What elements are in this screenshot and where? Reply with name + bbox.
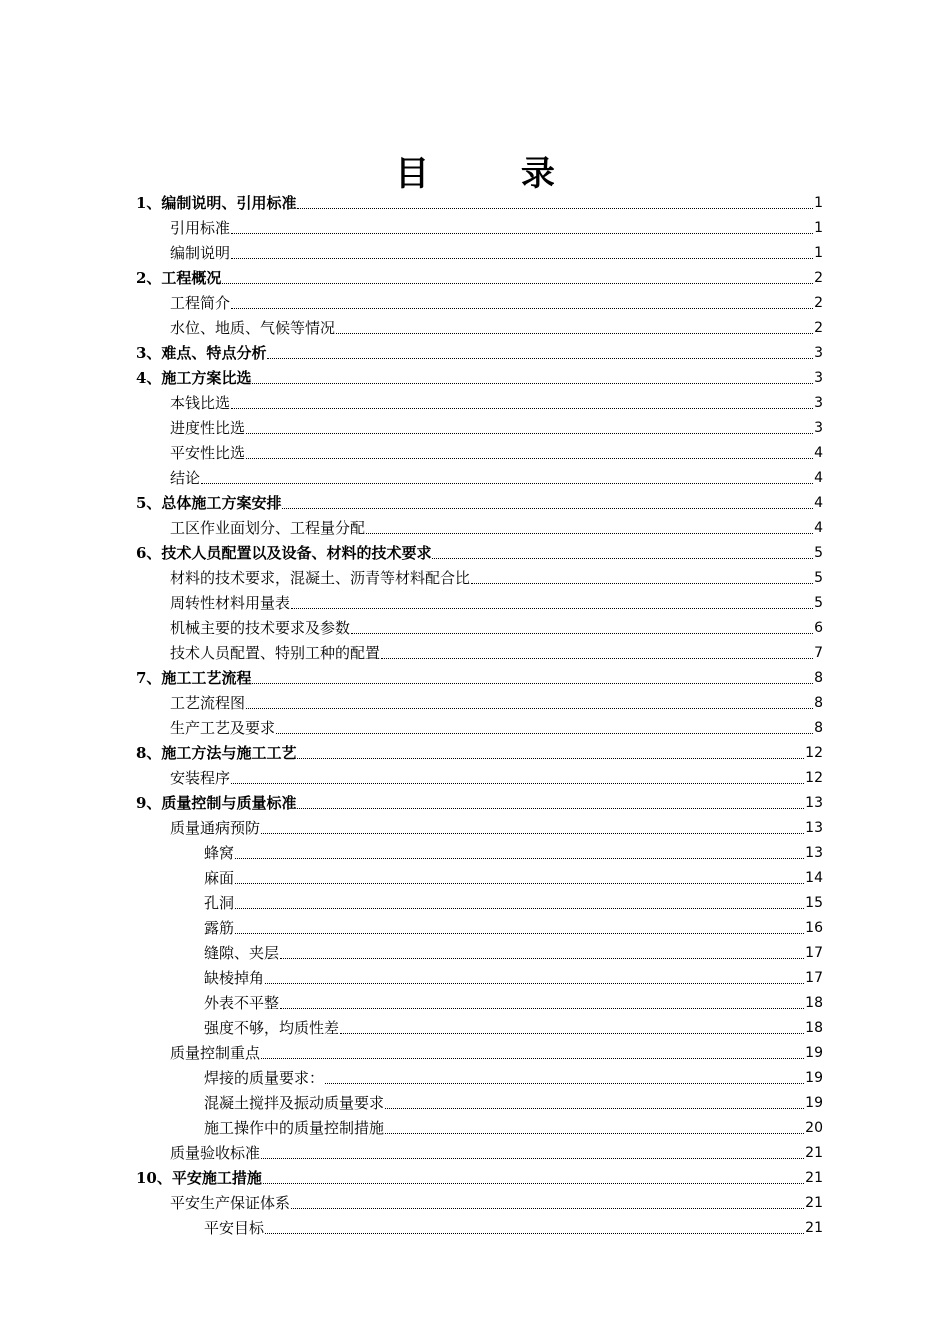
toc-entry-label: 露筋: [204, 919, 235, 937]
toc-entry-page-number: 5: [814, 570, 823, 586]
toc-entry-label: 9、质量控制与质量标准: [136, 794, 297, 812]
toc-entry-label: 引用标准: [170, 219, 231, 237]
dot-leader: [246, 433, 813, 434]
toc-entry-page-number: 19: [805, 1095, 823, 1111]
toc-entry-page-number: 2: [814, 295, 823, 311]
toc-entry-label: 平安生产保证体系: [170, 1194, 291, 1212]
toc-entry-label: 材料的技术要求，混凝土、沥青等材料配合比: [170, 569, 471, 587]
toc-entry-page-number: 3: [814, 345, 823, 361]
dot-leader: [325, 1083, 804, 1084]
toc-entry-label: 工程简介: [170, 294, 231, 312]
toc-entry-page-number: 3: [814, 420, 823, 436]
toc-entry-label: 8、施工方法与施工工艺: [136, 744, 297, 762]
dot-leader: [235, 908, 804, 909]
toc-entry-label: 生产工艺及要求: [170, 719, 276, 737]
toc-entry-page-number: 19: [805, 1045, 823, 1061]
toc-entry[interactable]: [170, 1138, 823, 1163]
toc-entry-page-number: 13: [805, 795, 823, 811]
toc-entry-page-number: 6: [814, 620, 823, 636]
dot-leader: [265, 983, 804, 984]
toc-entry-label: 水位、地质、气候等情况: [170, 319, 336, 337]
toc-entry-page-number: 15: [805, 895, 823, 911]
dot-leader: [297, 808, 804, 809]
toc-entry-label: 焊接的质量要求：: [204, 1069, 325, 1087]
dot-leader: [340, 1033, 804, 1034]
toc-entry[interactable]: [170, 638, 823, 663]
dot-leader: [261, 1158, 804, 1159]
toc-entry-page-number: 13: [805, 820, 823, 836]
toc-entry-label: 缺棱掉角: [204, 969, 265, 987]
dot-leader: [222, 283, 813, 284]
toc-entry-page-number: 7: [814, 645, 823, 661]
toc-entry[interactable]: [204, 988, 823, 1013]
toc-entry-page-number: 16: [805, 920, 823, 936]
dot-leader: [263, 1183, 804, 1184]
toc-entry-page-number: 3: [814, 370, 823, 386]
toc-entry-page-number: 17: [805, 945, 823, 961]
toc-entry-page-number: 20: [805, 1120, 823, 1136]
toc-entry[interactable]: [204, 938, 823, 963]
toc-entry[interactable]: [170, 813, 823, 838]
toc-entry-page-number: 2: [814, 270, 823, 286]
toc-entry[interactable]: [204, 913, 823, 938]
toc-entry-label: 结论: [170, 469, 201, 487]
toc-entry-page-number: 21: [805, 1170, 823, 1186]
toc-entry[interactable]: [170, 713, 823, 738]
toc-entry-label: 缝隙、夹层: [204, 944, 280, 962]
toc-entry-page-number: 1: [814, 220, 823, 236]
toc-entry-label: 进度性比选: [170, 419, 246, 437]
dot-leader: [235, 933, 804, 934]
dot-leader: [276, 733, 813, 734]
dot-leader: [291, 608, 813, 609]
dot-leader: [252, 683, 813, 684]
dot-leader: [231, 783, 804, 784]
dot-leader: [336, 333, 813, 334]
toc-entry[interactable]: [170, 563, 823, 588]
toc-entry[interactable]: [170, 413, 823, 438]
toc-entry-page-number: 13: [805, 845, 823, 861]
toc-entry-page-number: 1: [814, 195, 823, 211]
dot-leader: [231, 258, 813, 259]
toc-entry-label: 6、技术人员配置以及设备、材料的技术要求: [136, 544, 432, 562]
toc-entry[interactable]: [204, 863, 823, 888]
toc-entry-label: 安装程序: [170, 769, 231, 787]
dot-leader: [366, 533, 813, 534]
toc-entry-page-number: 12: [805, 745, 823, 761]
toc-entry[interactable]: [136, 363, 823, 388]
toc-entry[interactable]: [170, 513, 823, 538]
toc-entry-label: 机械主要的技术要求及参数: [170, 619, 351, 637]
dot-leader: [246, 708, 813, 709]
toc-entry-page-number: 21: [805, 1145, 823, 1161]
toc-entry[interactable]: [170, 688, 823, 713]
dot-leader: [385, 1133, 804, 1134]
toc-entry-page-number: 12: [805, 770, 823, 786]
toc-entry-page-number: 18: [805, 1020, 823, 1036]
toc-entry-label: 质量通病预防: [170, 819, 261, 837]
toc-entry[interactable]: [204, 1088, 823, 1113]
toc-entry-page-number: 21: [805, 1195, 823, 1211]
toc-entry-label: 5、总体施工方案安排: [136, 494, 282, 512]
toc-entry-label: 平安性比选: [170, 444, 246, 462]
toc-entry-label: 4、施工方案比选: [136, 369, 252, 387]
toc-entry-page-number: 4: [814, 495, 823, 511]
toc-entry-page-number: 1: [814, 245, 823, 261]
toc-entry-page-number: 4: [814, 445, 823, 461]
toc-entry[interactable]: [204, 1013, 823, 1038]
dot-leader: [297, 208, 813, 209]
dot-leader: [235, 858, 804, 859]
toc-entry-label: 工艺流程图: [170, 694, 246, 712]
toc-entry-page-number: 18: [805, 995, 823, 1011]
toc-entry[interactable]: [170, 438, 823, 463]
toc-entry-page-number: 8: [814, 670, 823, 686]
toc-entry-label: 蜂窝: [204, 844, 235, 862]
toc-entry-page-number: 19: [805, 1070, 823, 1086]
toc-entry-page-number: 4: [814, 470, 823, 486]
dot-leader: [265, 1233, 804, 1234]
toc-entry-label: 质量验收标准: [170, 1144, 261, 1162]
toc-entry[interactable]: [136, 263, 823, 288]
toc-entry[interactable]: [136, 488, 823, 513]
toc-entry-label: 2、工程概况: [136, 269, 222, 287]
toc-entry[interactable]: [204, 1113, 823, 1138]
toc-entry-label: 7、施工工艺流程: [136, 669, 252, 687]
toc-entry-label: 本钱比选: [170, 394, 231, 412]
toc-entry-label: 强度不够，均质性差: [204, 1019, 340, 1037]
dot-leader: [280, 1008, 804, 1009]
toc-entry-label: 1、编制说明、引用标准: [136, 194, 297, 212]
toc-entry[interactable]: [170, 238, 823, 263]
toc-entry-label: 工区作业面划分、工程量分配: [170, 519, 366, 537]
toc-entry-label: 孔洞: [204, 894, 235, 912]
toc-entry[interactable]: [170, 463, 823, 488]
dot-leader: [231, 308, 813, 309]
toc-entry[interactable]: [204, 838, 823, 863]
toc-entry[interactable]: [136, 338, 823, 363]
dot-leader: [385, 1108, 804, 1109]
toc-entry-page-number: 21: [805, 1220, 823, 1236]
toc-entry[interactable]: [170, 1038, 823, 1063]
toc-entry-page-number: 8: [814, 695, 823, 711]
toc-entry[interactable]: [170, 213, 823, 238]
toc-entry-page-number: 5: [814, 545, 823, 561]
dot-leader: [252, 383, 813, 384]
dot-leader: [231, 233, 813, 234]
toc-entry[interactable]: [170, 588, 823, 613]
toc-entry-label: 编制说明: [170, 244, 231, 262]
toc-entry[interactable]: [170, 613, 823, 638]
dot-leader: [471, 583, 813, 584]
dot-leader: [280, 958, 804, 959]
toc-entry[interactable]: [170, 288, 823, 313]
toc-entry[interactable]: [170, 313, 823, 338]
toc-entry-label: 平安目标: [204, 1219, 265, 1237]
toc-title: 目 录: [395, 154, 595, 194]
toc-entry-page-number: 8: [814, 720, 823, 736]
dot-leader: [267, 358, 813, 359]
toc-entry-page-number: 17: [805, 970, 823, 986]
dot-leader: [291, 1208, 804, 1209]
toc-entry[interactable]: [204, 1213, 823, 1238]
toc-entry-page-number: 2: [814, 320, 823, 336]
dot-leader: [235, 883, 804, 884]
dot-leader: [231, 408, 813, 409]
toc-entry[interactable]: [170, 1188, 823, 1213]
toc-entry-label: 外表不平整: [204, 994, 280, 1012]
toc-entry-label: 周转性材料用量表: [170, 594, 291, 612]
toc-entry-label: 麻面: [204, 869, 235, 887]
toc-entry-page-number: 3: [814, 395, 823, 411]
toc-entry[interactable]: [136, 788, 823, 813]
dot-leader: [351, 633, 813, 634]
toc-entry-page-number: 4: [814, 520, 823, 536]
toc-entry-label: 10、平安施工措施: [136, 1169, 262, 1187]
toc-entry[interactable]: [204, 888, 823, 913]
dot-leader: [381, 658, 813, 659]
toc-entry-label: 混凝土搅拌及振动质量要求: [204, 1094, 385, 1112]
dot-leader: [282, 508, 813, 509]
toc-entry-page-number: 5: [814, 595, 823, 611]
toc-entry[interactable]: [136, 1163, 823, 1188]
dot-leader: [261, 833, 804, 834]
toc-entry[interactable]: [136, 663, 823, 688]
toc-entry[interactable]: [204, 963, 823, 988]
toc-entry-label: 技术人员配置、特别工种的配置: [170, 644, 381, 662]
toc-entry[interactable]: [204, 1063, 823, 1088]
dot-leader: [261, 1058, 804, 1059]
toc-entry[interactable]: [136, 738, 823, 763]
toc-entry[interactable]: [136, 538, 823, 563]
dot-leader: [246, 458, 813, 459]
dot-leader: [201, 483, 813, 484]
toc-entry-label: 质量控制重点: [170, 1044, 261, 1062]
dot-leader: [297, 758, 804, 759]
toc-entry-page-number: 14: [805, 870, 823, 886]
toc-entry[interactable]: [170, 388, 823, 413]
toc-entry-label: 施工操作中的质量控制措施: [204, 1119, 385, 1137]
toc-entry-label: 3、难点、特点分析: [136, 344, 267, 362]
toc-entry[interactable]: [170, 763, 823, 788]
dot-leader: [432, 558, 813, 559]
toc-entry[interactable]: [136, 188, 823, 213]
